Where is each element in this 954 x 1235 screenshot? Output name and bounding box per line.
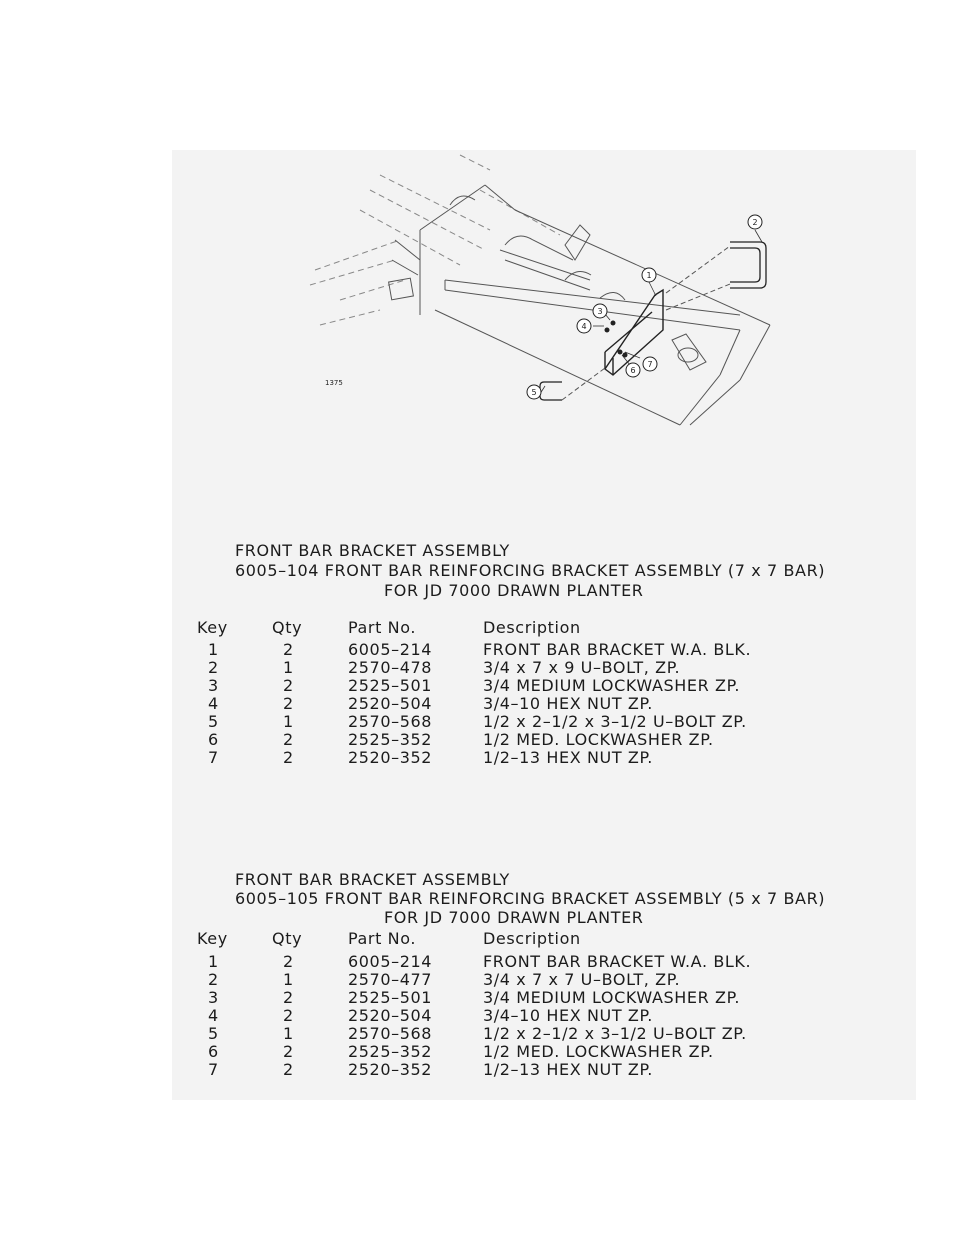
table-row	[0, 1007, 954, 1025]
qty-cell: 1	[283, 658, 294, 677]
key-cell: 4	[208, 1006, 219, 1025]
part-cell: 2525–352	[348, 730, 433, 749]
desc-cell: 3/4–10 HEX NUT ZP.	[483, 1006, 653, 1025]
callout-6-label: 6	[630, 366, 636, 375]
table-row	[0, 1043, 954, 1061]
qty-cell: 1	[283, 970, 294, 989]
col-key-header: Key	[197, 618, 228, 637]
assembly-drawing-svg	[300, 150, 780, 440]
table-row	[0, 695, 954, 713]
table-row	[0, 713, 954, 731]
col-part-header: Part No.	[348, 618, 417, 637]
key-cell: 1	[208, 640, 219, 659]
qty-cell: 2	[283, 730, 294, 749]
callout-6	[626, 363, 640, 377]
part-cell: 2570–568	[348, 712, 433, 731]
part-cell: 2570–477	[348, 970, 433, 989]
col-desc-header: Description	[483, 618, 581, 637]
desc-cell: FRONT BAR BRACKET W.A. BLK.	[483, 952, 752, 971]
desc-cell: 3/4–10 HEX NUT ZP.	[483, 694, 653, 713]
exploded-assembly-drawing	[300, 150, 780, 440]
qty-cell: 2	[283, 988, 294, 1007]
key-cell: 7	[208, 1060, 219, 1079]
cross-tubes	[389, 196, 706, 370]
col-desc-header: Description	[483, 929, 581, 948]
qty-cell: 2	[283, 952, 294, 971]
callout-7-label: 7	[647, 360, 653, 369]
u-bolt-small	[540, 382, 562, 400]
desc-cell: 1/2 MED. LOCKWASHER ZP.	[483, 730, 714, 749]
desc-cell: 3/4 x 7 x 7 U–BOLT, ZP.	[483, 970, 681, 989]
u-bolt-leader-bottom	[666, 284, 730, 310]
callout-3-label: 3	[597, 307, 603, 316]
assembly-1-header-row	[0, 619, 954, 637]
qty-cell: 2	[283, 640, 294, 659]
qty-cell: 2	[283, 676, 294, 695]
part-cell: 6005–214	[348, 640, 433, 659]
col-key-header: Key	[197, 929, 228, 948]
callout-7	[643, 357, 657, 371]
callout-2	[748, 215, 762, 229]
part-cell: 2525–501	[348, 676, 433, 695]
assembly-2-heading: FRONT BAR BRACKET ASSEMBLY	[235, 870, 510, 889]
part-cell: 2520–352	[348, 748, 433, 767]
callout-4-label: 4	[581, 322, 587, 331]
qty-cell: 1	[283, 712, 294, 731]
part-cell: 2520–504	[348, 1006, 433, 1025]
desc-cell: 3/4 MEDIUM LOCKWASHER ZP.	[483, 676, 741, 695]
assembly-1-applies-to: FOR JD 7000 DRAWN PLANTER	[384, 581, 644, 600]
callout-2-label: 2	[752, 218, 758, 227]
u-bolt-large	[730, 242, 766, 288]
table-row	[0, 1061, 954, 1079]
key-cell: 1	[208, 952, 219, 971]
table-row	[0, 989, 954, 1007]
part-cell: 2520–504	[348, 694, 433, 713]
callout-1-label: 1	[646, 271, 652, 280]
callout-4	[577, 319, 591, 333]
callout-1	[642, 268, 656, 282]
desc-cell: 1/2 x 2–1/2 x 3–1/2 U–BOLT ZP.	[483, 712, 747, 731]
part-cell: 2520–352	[348, 1060, 433, 1079]
key-cell: 3	[208, 988, 219, 1007]
key-cell: 6	[208, 730, 219, 749]
desc-cell: 3/4 x 7 x 9 U–BOLT, ZP.	[483, 658, 681, 677]
qty-cell: 2	[283, 1060, 294, 1079]
table-row	[0, 953, 954, 971]
col-part-header: Part No.	[348, 929, 417, 948]
table-row	[0, 749, 954, 767]
key-cell: 2	[208, 970, 219, 989]
key-cell: 3	[208, 676, 219, 695]
table-row	[0, 677, 954, 695]
part-cell: 6005–214	[348, 952, 433, 971]
desc-cell: 1/2–13 HEX NUT ZP.	[483, 1060, 653, 1079]
key-cell: 2	[208, 658, 219, 677]
desc-cell: 1/2 MED. LOCKWASHER ZP.	[483, 1042, 714, 1061]
callout-3	[593, 304, 607, 318]
assembly-2-subheading: 6005–105 FRONT BAR REINFORCING BRACKET ASSEMBLY (5 x 7 BAR)	[235, 889, 826, 908]
key-cell: 5	[208, 1024, 219, 1043]
qty-cell: 2	[283, 1042, 294, 1061]
key-cell: 4	[208, 694, 219, 713]
key-cell: 5	[208, 712, 219, 731]
assembly-2-header-row	[0, 930, 954, 948]
qty-cell: 2	[283, 748, 294, 767]
part-cell: 2570–478	[348, 658, 433, 677]
callout-5-label: 5	[531, 388, 537, 397]
desc-cell: FRONT BAR BRACKET W.A. BLK.	[483, 640, 752, 659]
part-cell: 2525–352	[348, 1042, 433, 1061]
table-row	[0, 731, 954, 749]
qty-cell: 2	[283, 694, 294, 713]
qty-cell: 2	[283, 1006, 294, 1025]
qty-cell: 1	[283, 1024, 294, 1043]
u-bolt-leader-top	[666, 246, 730, 293]
callout-5	[527, 385, 541, 399]
key-cell: 7	[208, 748, 219, 767]
table-row	[0, 641, 954, 659]
col-qty-header: Qty	[272, 618, 303, 637]
table-row	[0, 659, 954, 677]
desc-cell: 1/2 x 2–1/2 x 3–1/2 U–BOLT ZP.	[483, 1024, 747, 1043]
frame-ghost-lines	[310, 155, 560, 325]
assembly-2-applies-to: FOR JD 7000 DRAWN PLANTER	[384, 908, 644, 927]
desc-cell: 1/2–13 HEX NUT ZP.	[483, 748, 653, 767]
assembly-1-subheading: 6005–104 FRONT BAR REINFORCING BRACKET ASSEMBLY (7 x 7 BAR)	[235, 561, 826, 580]
assembly-1-heading: FRONT BAR BRACKET ASSEMBLY	[235, 541, 510, 560]
col-qty-header: Qty	[272, 929, 303, 948]
desc-cell: 3/4 MEDIUM LOCKWASHER ZP.	[483, 988, 741, 1007]
drawing-number: 1375	[325, 379, 343, 387]
key-cell: 6	[208, 1042, 219, 1061]
part-cell: 2525–501	[348, 988, 433, 1007]
table-row	[0, 971, 954, 989]
part-cell: 2570–568	[348, 1024, 433, 1043]
table-row	[0, 1025, 954, 1043]
